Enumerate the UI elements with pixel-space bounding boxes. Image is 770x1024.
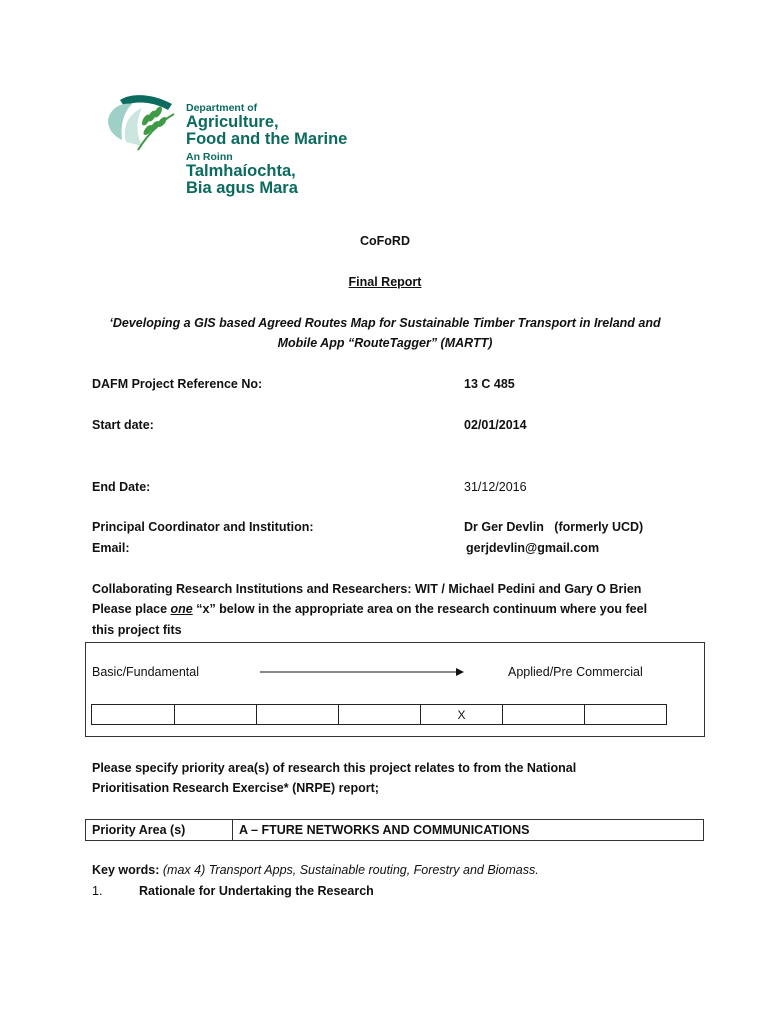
- continuum-arrow-icon: [260, 666, 465, 678]
- email-label: Email:: [92, 541, 130, 555]
- collab-line-1: Collaborating Research Institutions and Researchers: WIT / Michael Pedini and Gary O Brien: [92, 582, 642, 596]
- logo-text: [186, 102, 347, 197]
- ref-value: 13 C 485: [464, 377, 515, 391]
- wheat-emblem-icon: [102, 90, 184, 160]
- continuum-left-label: Basic/Fundamental: [92, 665, 200, 679]
- continuum-cell-3[interactable]: [257, 704, 339, 725]
- department-logo: [102, 90, 402, 197]
- logo-line-6: Bia agus Mara: [186, 179, 298, 197]
- continuum-cells: [91, 704, 667, 725]
- section-number: 1.: [92, 884, 103, 898]
- coordinator-label: Principal Coordinator and Institution:: [92, 520, 314, 534]
- keywords-value: (max 4) Transport Apps, Sustainable routing, Forestry and Biomass.: [159, 863, 539, 877]
- priority-intro-line-1: Please specify priority area(s) of research this project relates to from the National: [92, 761, 577, 775]
- continuum-cell-4[interactable]: [339, 704, 421, 725]
- collab-line-2-pre: Please place: [92, 602, 171, 616]
- priority-table: [85, 819, 704, 841]
- collab-line-2: [92, 602, 647, 616]
- logo-line-4: An Roinn: [186, 151, 233, 163]
- logo-line-5: Talmhaíochta,: [186, 162, 296, 180]
- continuum-cell-2[interactable]: [175, 704, 257, 725]
- keywords-label: Key words:: [92, 863, 160, 877]
- logo-line-1: Department of: [186, 102, 258, 114]
- keywords: [92, 863, 539, 877]
- collab-line-3: this project fits: [92, 623, 182, 637]
- collab-line-2-emphasis: one: [170, 602, 193, 616]
- start-date-label: Start date:: [92, 418, 154, 432]
- title-line-1: ‘Developing a GIS based Agreed Routes Map for Sustainable Timber Transport in Ireland and: [109, 316, 661, 330]
- end-date-value: 31/12/2016: [464, 480, 527, 494]
- logo-line-2: Agriculture,: [186, 113, 279, 131]
- collab-line-2-post: “x” below in the appropriate area on the research continuum where you feel: [192, 602, 648, 616]
- continuum-right-label: Applied/Pre Commercial: [508, 665, 643, 679]
- priority-value[interactable]: A – FTURE NETWORKS AND COMMUNICATIONS: [239, 823, 530, 837]
- email-value: gerjdevlin@gmail.com: [466, 541, 600, 555]
- logo-line-3: Food and the Marine: [186, 130, 348, 148]
- coordinator-value: Dr Ger Devlin (formerly UCD): [464, 520, 644, 534]
- section-title: Rationale for Undertaking the Research: [139, 884, 374, 898]
- org-name: CoFoRD: [360, 234, 410, 248]
- priority-intro-line-2: Prioritisation Research Exercise* (NRPE) report;: [92, 781, 379, 795]
- report-type: Final Report: [348, 275, 422, 289]
- start-date-value: 02/01/2014: [464, 418, 527, 432]
- continuum-cell-6[interactable]: [503, 704, 585, 725]
- ref-label: DAFM Project Reference No:: [92, 377, 263, 391]
- continuum-cell-5[interactable]: X: [421, 704, 503, 725]
- end-date-label: End Date:: [92, 480, 151, 494]
- continuum-cell-1[interactable]: [91, 704, 175, 725]
- continuum-cell-7[interactable]: [585, 704, 667, 725]
- priority-label: Priority Area (s): [86, 820, 233, 840]
- title-line-2: Mobile App “RouteTagger” (MARTT): [277, 336, 493, 350]
